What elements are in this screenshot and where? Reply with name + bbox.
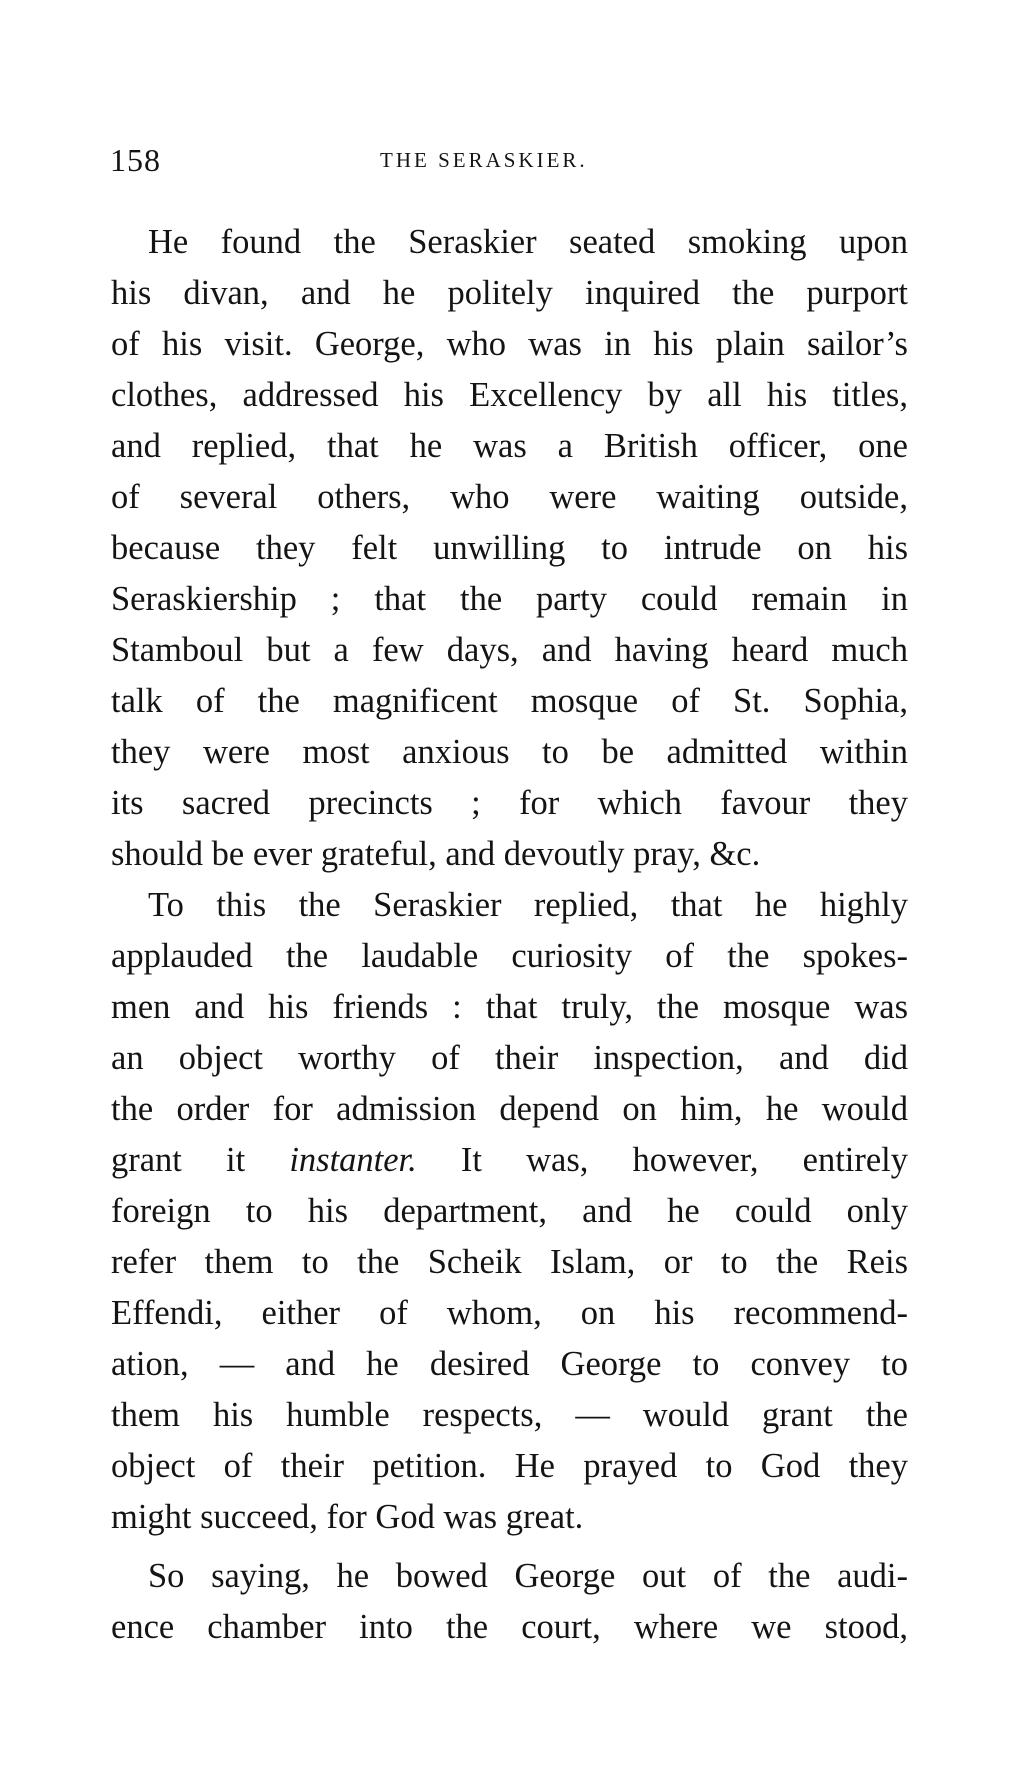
- text-line: foreign to his department, and he could only: [111, 1192, 908, 1230]
- text-line: of his visit. George, who was in his plain sailor’s: [111, 325, 908, 363]
- text-segment: It was, however, entirely: [460, 1141, 908, 1179]
- text-line: object of their petition. He prayed to God they: [111, 1447, 908, 1485]
- text-line: his divan, and he politely inquired the purport: [111, 274, 908, 312]
- text-line: the order for admission depend on him, he would: [111, 1090, 908, 1128]
- text-line: an object worthy of their inspection, and did: [111, 1039, 908, 1077]
- text-line: Stamboul but a few days, and having heard much: [111, 631, 908, 669]
- text-line: ation, — and he desired George to convey to: [111, 1345, 908, 1383]
- text-line: should be ever grateful, and devoutly pray, &c.: [111, 835, 761, 873]
- text-line: Seraskiership ; that the party could remain in: [111, 580, 908, 618]
- text-line: they were most anxious to be admitted within: [111, 733, 908, 771]
- text-line: and replied, that he was a British officer, one: [111, 427, 908, 465]
- running-title: THE SERASKIER.: [380, 148, 588, 172]
- text-line: applauded the laudable curiosity of the spokes-: [111, 937, 908, 975]
- body-text: [111, 217, 908, 1653]
- page-number: 158: [110, 142, 161, 178]
- italic-word: instanter.: [289, 1141, 417, 1179]
- text-line: of several others, who were waiting outside,: [111, 478, 908, 516]
- text-line: ence chamber into the court, where we stood,: [111, 1608, 908, 1646]
- text-line: So saying, he bowed George out of the audi-: [148, 1557, 908, 1595]
- text-line-with-italic: [111, 1135, 908, 1186]
- text-line: because they felt unwilling to intrude on his: [111, 529, 908, 567]
- text-line: Effendi, either of whom, on his recommend-: [111, 1294, 908, 1332]
- text-line: its sacred precincts ; for which favour they: [111, 784, 908, 822]
- text-line: might succeed, for God was great.: [111, 1498, 584, 1536]
- text-line: refer them to the Scheik Islam, or to the Reis: [111, 1243, 908, 1281]
- text-segment: grant it: [111, 1141, 246, 1179]
- running-head: [110, 140, 910, 180]
- text-line: clothes, addressed his Excellency by all his titles,: [111, 376, 908, 414]
- text-line: He found the Seraskier seated smoking upon: [148, 223, 908, 261]
- text-line: them his humble respects, — would grant the: [111, 1396, 908, 1434]
- text-line: To this the Seraskier replied, that he highly: [148, 886, 908, 924]
- text-line: talk of the magnificent mosque of St. Sophia,: [111, 682, 908, 720]
- text-line: men and his friends : that truly, the mosque was: [111, 988, 908, 1026]
